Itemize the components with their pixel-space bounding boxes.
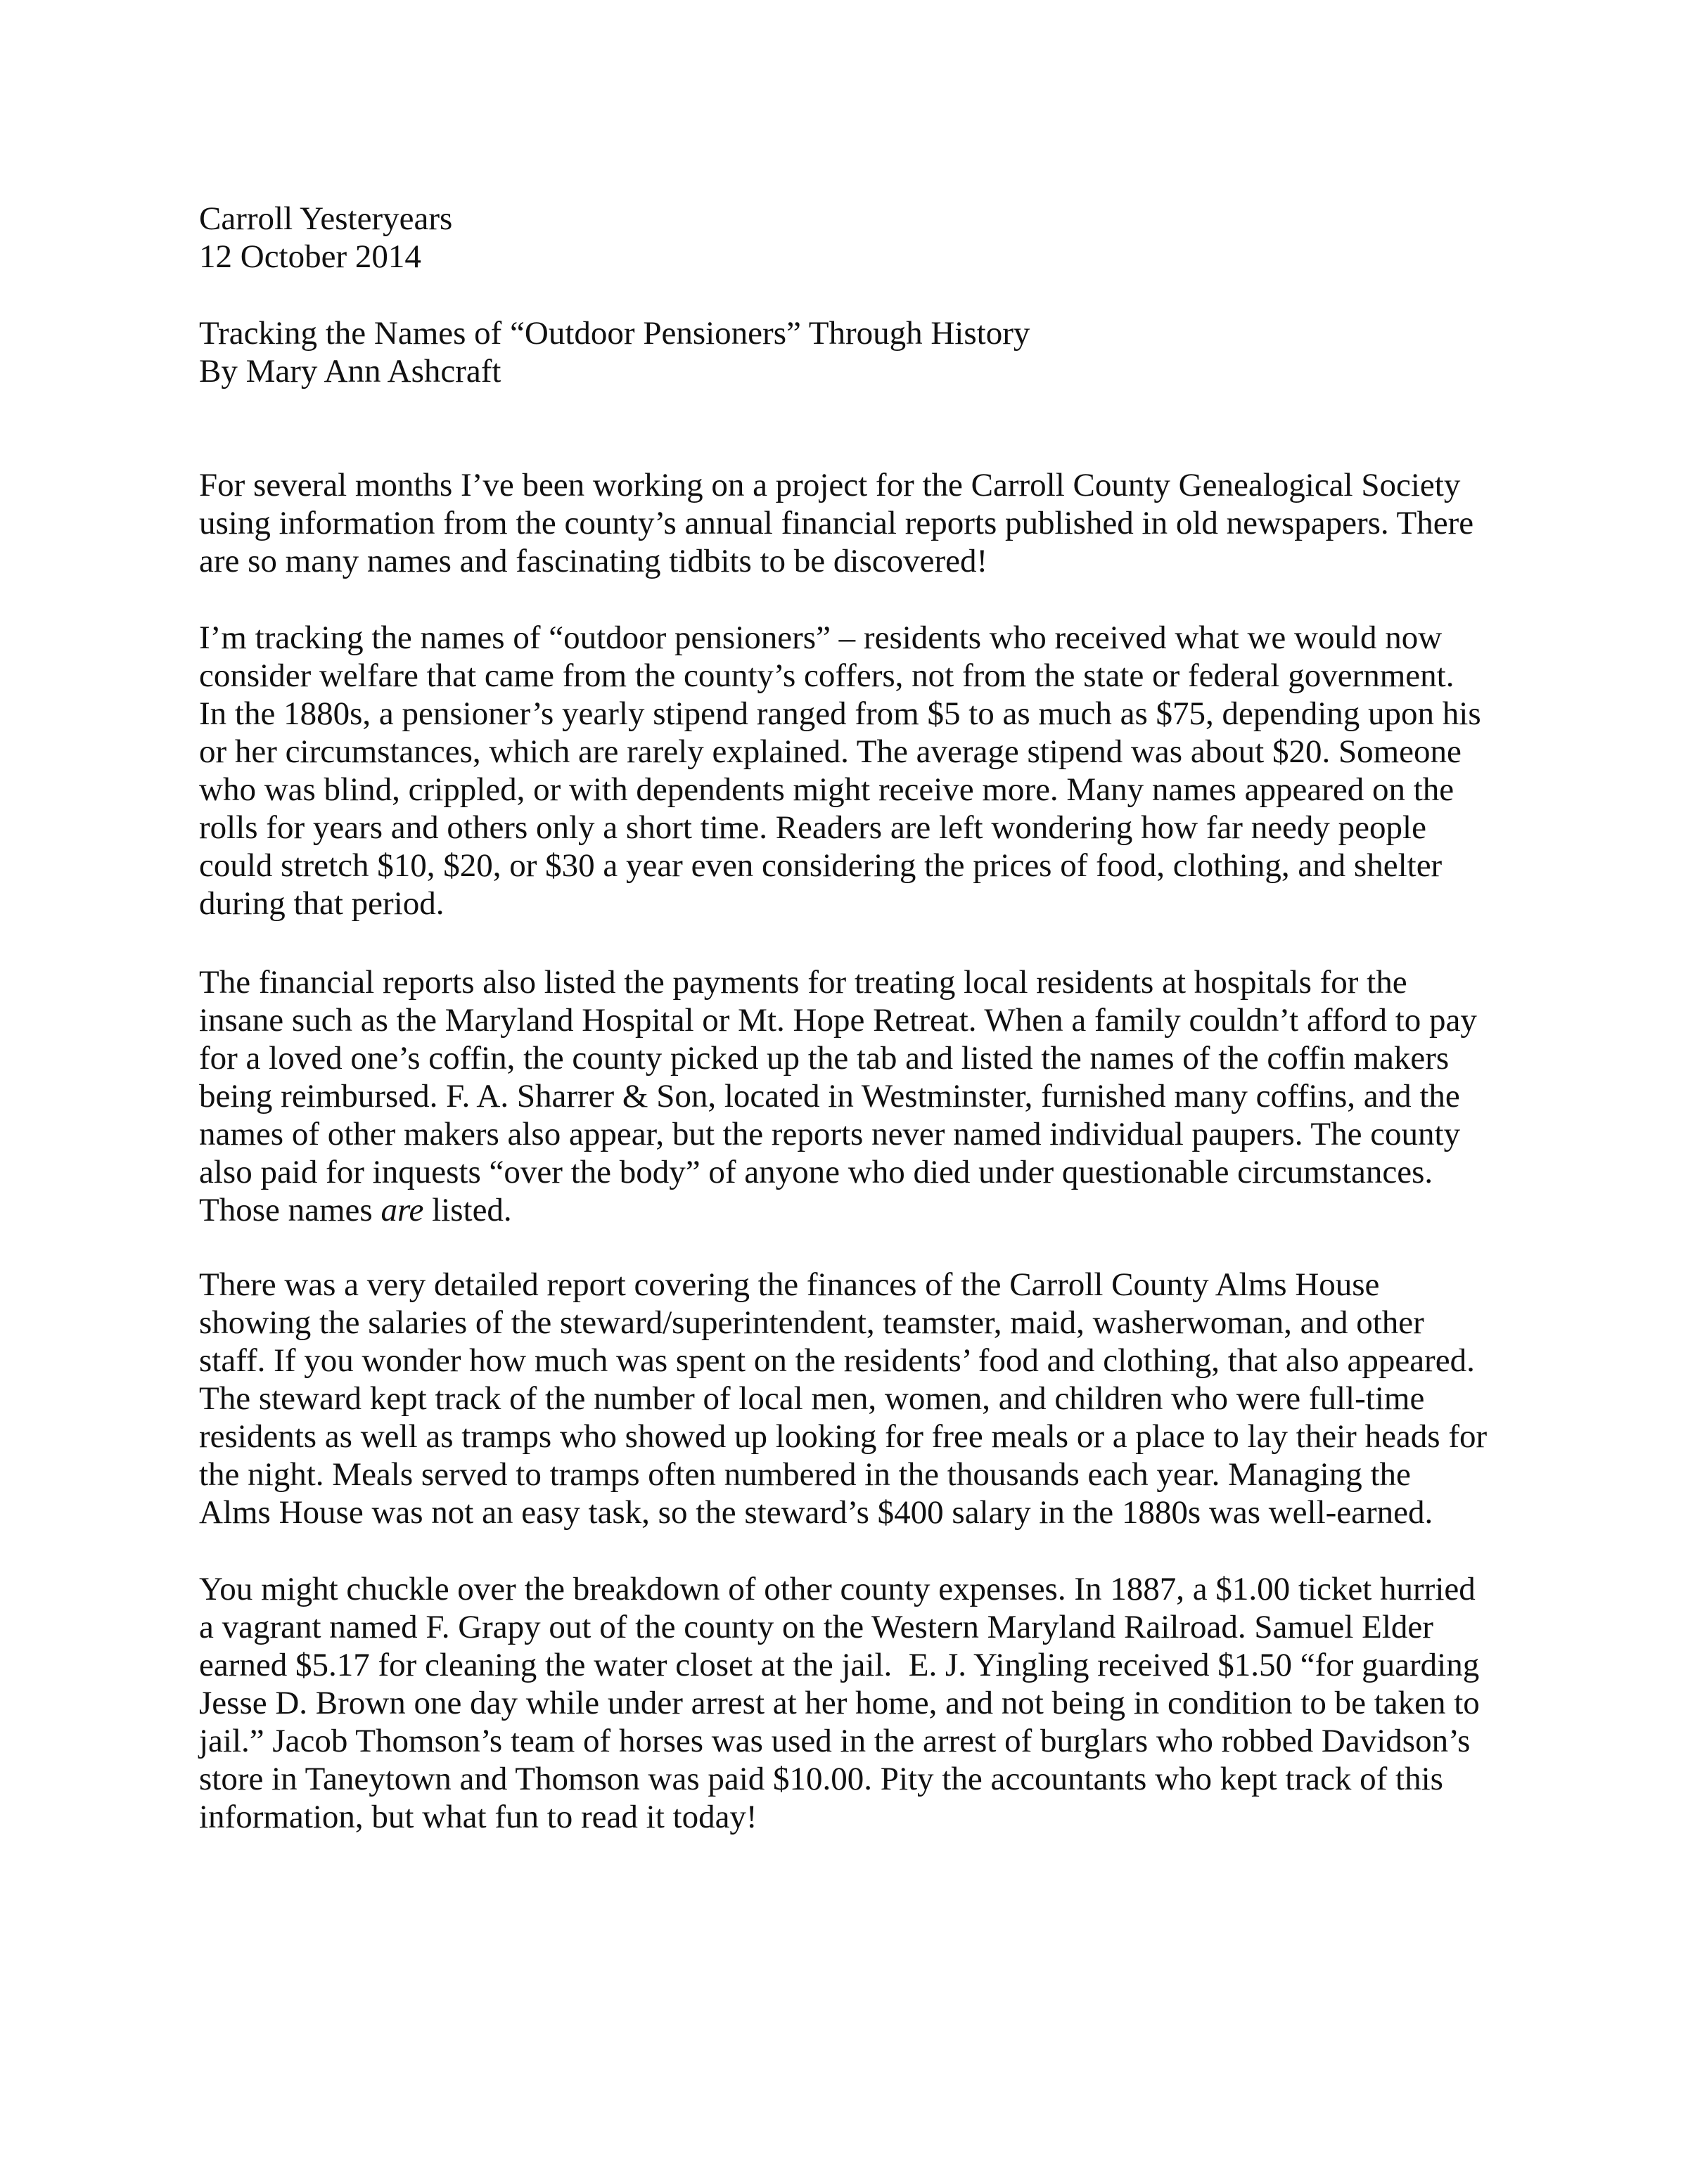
text-line: using information from the county’s annual financial reports published in old newspapers. There [199,505,1474,541]
text-line: store in Taneytown and Thomson was paid $10.00. Pity the accountants who kept track of this [199,1761,1443,1797]
paragraph-5 [199,1570,1480,1836]
paragraph-3 [199,963,1477,1229]
text-line: jail.” Jacob Thomson’s team of horses was used in the arrest of burglars who robbed Davidson’s [199,1723,1471,1759]
text-line: names of other makers also appear, but the reports never named individual paupers. The county [199,1116,1461,1152]
text-line: consider welfare that came from the county’s coffers, not from the state or federal government. [199,657,1454,694]
text-line: for a loved one’s coffin, the county picked up the tab and listed the names of the coffin makers [199,1040,1450,1077]
emphasis-text: are [381,1192,424,1228]
text-line: or her circumstances, which are rarely explained. The average stipend was about $20. Someone [199,733,1462,770]
publication-name: Carroll Yesteryears [199,200,453,237]
text-line: the night. Meals served to tramps often numbered in the thousands each year. Managing the [199,1456,1411,1493]
text-line: Jesse D. Brown one day while under arrest at her home, and not being in condition to be taken to [199,1685,1480,1721]
article-heading [199,314,1030,390]
paragraph-4 [199,1266,1487,1531]
text-line: information, but what fun to read it today! [199,1799,757,1835]
paragraph-1 [199,466,1473,580]
text-line: In the 1880s, a pensioner’s yearly stipend ranged from $5 to as much as $75, depending upon his [199,695,1481,732]
text-line: a vagrant named F. Grapy out of the county on the Western Maryland Railroad. Samuel Elder [199,1609,1433,1645]
article-byline: By Mary Ann Ashcraft [199,353,501,390]
publication-date: 12 October 2014 [199,238,421,275]
text-line: are so many names and fascinating tidbits to be discovered! [199,543,988,579]
text-line: The steward kept track of the number of local men, women, and children who were full-time [199,1380,1425,1417]
text-line [199,1191,1477,1229]
text-line: Alms House was not an easy task, so the steward’s $400 salary in the 1880s was well-earned. [199,1494,1433,1531]
text-line: showing the salaries of the steward/superintendent, teamster, maid, washerwoman, and other [199,1304,1424,1341]
text-line: being reimbursed. F. A. Sharrer & Son, located in Westminster, furnished many coffins, and the [199,1078,1460,1115]
text-segment: Those names [199,1192,381,1228]
text-line: The financial reports also listed the payments for treating local residents at hospitals for the [199,964,1407,1001]
text-line: could stretch $10, $20, or $30 a year even considering the prices of food, clothing, and shelter [199,847,1443,884]
text-segment: listed. [423,1192,512,1228]
header [199,200,452,276]
text-line: insane such as the Maryland Hospital or Mt. Hope Retreat. When a family couldn’t afford to pay [199,1002,1477,1039]
text-line: For several months I’ve been working on a project for the Carroll County Genealogical Society [199,467,1461,503]
text-line: earned $5.17 for cleaning the water closet at the jail. E. J. Yingling received $1.50 “for guarding [199,1647,1480,1683]
text-line: staff. If you wonder how much was spent on the residents’ food and clothing, that also appeared. [199,1342,1475,1379]
text-line: who was blind, crippled, or with dependents might receive more. Many names appeared on the [199,771,1454,808]
text-line: You might chuckle over the breakdown of other county expenses. In 1887, a $1.00 ticket hurried [199,1571,1476,1607]
text-line: I’m tracking the names of “outdoor pensioners” – residents who received what we would now [199,619,1443,656]
text-line: There was a very detailed report covering the finances of the Carroll County Alms House [199,1266,1380,1303]
text-line: also paid for inquests “over the body” of anyone who died under questionable circumstances. [199,1154,1433,1190]
text-line: during that period. [199,885,445,922]
text-line: residents as well as tramps who showed up looking for free meals or a place to lay their heads for [199,1418,1488,1455]
text-line: rolls for years and others only a short time. Readers are left wondering how far needy people [199,809,1426,846]
paragraph-2 [199,619,1481,923]
article-title: Tracking the Names of “Outdoor Pensioners” Through History [199,315,1030,352]
